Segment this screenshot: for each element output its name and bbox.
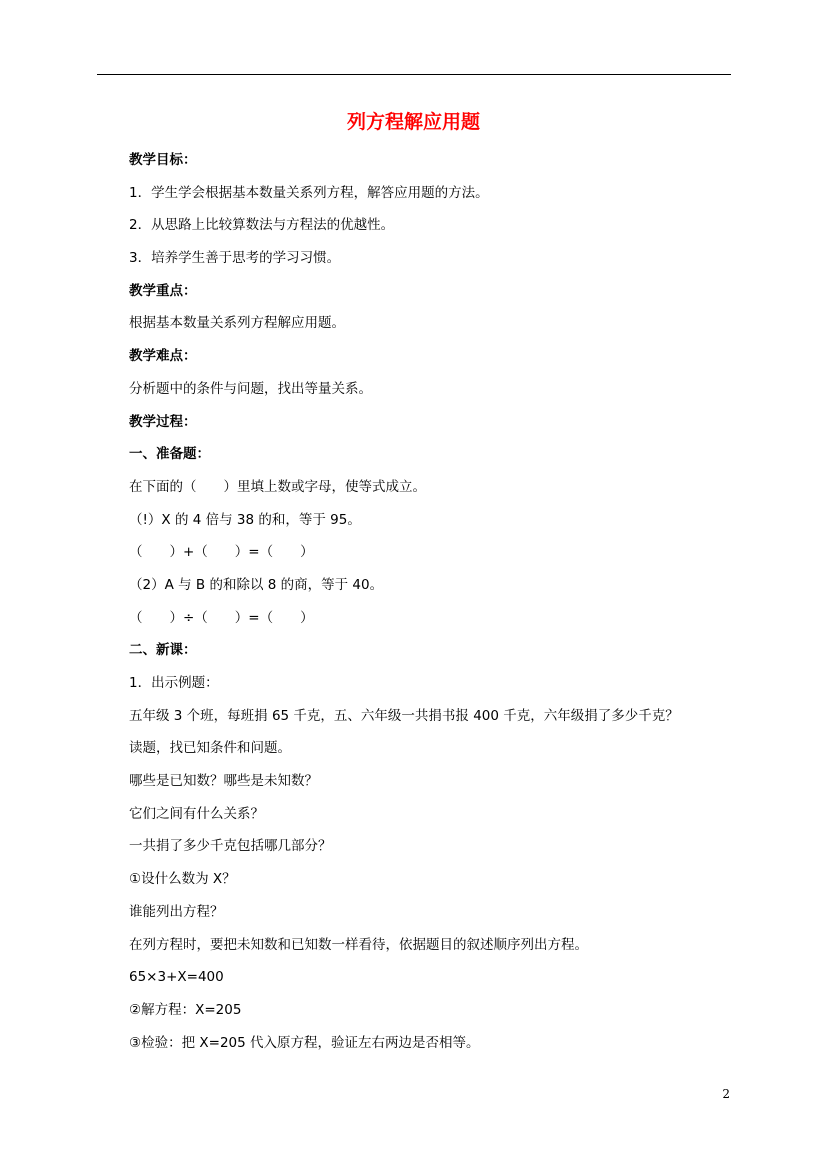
section-heading: 一、准备题： — [129, 446, 210, 463]
body-line: 根据基本数量关系列方程解应用题。 — [129, 315, 345, 332]
body-line: 读题，找已知条件和问题。 — [129, 740, 291, 757]
body-line: 3．培养学生善于思考的学习习惯。 — [129, 250, 341, 267]
body-line: 它们之间有什么关系？ — [129, 805, 264, 822]
body-line: 1．学生学会根据基本数量关系列方程，解答应用题的方法。 — [129, 184, 489, 201]
header-rule — [97, 74, 731, 75]
body-line: （!）X 的 4 倍与 38 的和，等于 95。 — [129, 511, 361, 528]
body-line: 哪些是已知数？哪些是未知数？ — [129, 773, 318, 790]
body-line: 在列方程时，要把未知数和已知数一样看待，依据题目的叙述顺序列出方程。 — [129, 936, 588, 953]
body-line: ②解方程：X=205 — [129, 1001, 242, 1018]
body-line: ③检验：把 X=205 代入原方程，验证左右两边是否相等。 — [129, 1034, 480, 1051]
body-line: ①设什么数为 X？ — [129, 871, 236, 888]
body-line: 1．出示例题： — [129, 675, 219, 691]
document-title: 列方程解应用题 — [346, 111, 480, 133]
body-line: 一共捐了多少千克包括哪几部分？ — [129, 838, 332, 855]
page-number: 2 — [722, 1087, 730, 1101]
body-line: 分析题中的条件与问题，找出等量关系。 — [129, 380, 372, 397]
body-line: （ ）+（ ）=（ ） — [129, 544, 314, 561]
section-heading: 教学过程： — [129, 413, 197, 430]
body-line: 五年级 3 个班，每班捐 65 千克，五、六年级一共捐书报 400 千克，六年级捐了多少千克？ — [129, 707, 679, 724]
body-line: 谁能列出方程？ — [129, 903, 224, 920]
body-line: （2）A 与 B 的和除以 8 的商，等于 40。 — [129, 576, 384, 593]
section-heading: 教学目标： — [129, 152, 197, 168]
section-heading: 二、新课： — [129, 642, 197, 659]
body-line: 65×3+X=400 — [129, 969, 224, 986]
body-line: 在下面的（ ）里填上数或字母，使等式成立。 — [129, 478, 426, 495]
section-heading: 教学难点： — [129, 348, 197, 365]
section-heading: 教学重点： — [129, 282, 197, 299]
document-body — [129, 148, 729, 1063]
body-line: （ ）÷（ ）=（ ） — [129, 609, 314, 626]
body-line: 2．从思路上比较算数法与方程法的优越性。 — [129, 217, 395, 234]
